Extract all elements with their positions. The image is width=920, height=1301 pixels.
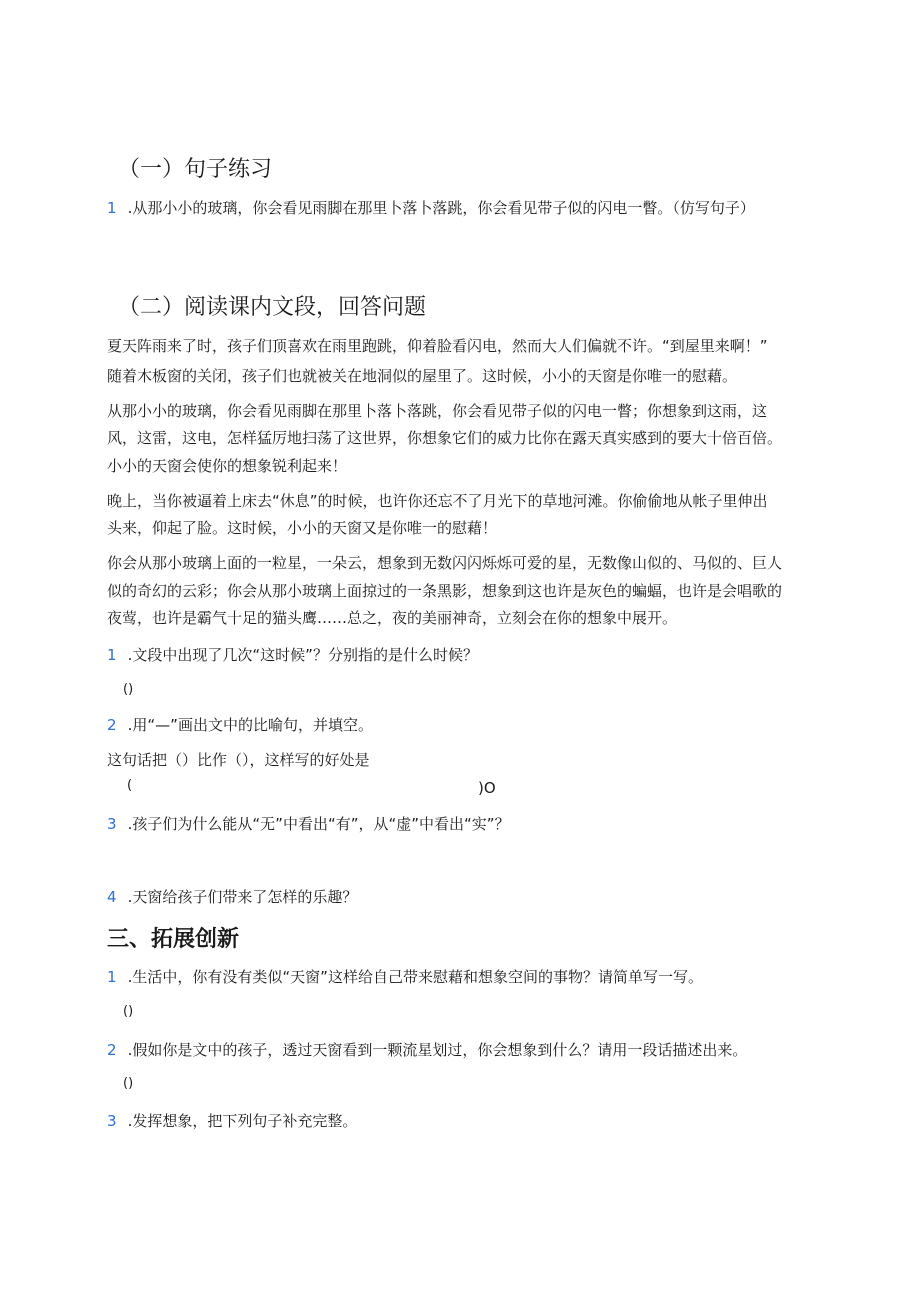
answer-blank[interactable]: () <box>123 1076 134 1091</box>
question-number: 1 <box>107 968 117 986</box>
section3-question-1 <box>107 967 703 987</box>
question-number: 1 <box>107 199 117 217</box>
question-number: 1 <box>107 646 117 664</box>
section2-question-3 <box>107 814 510 834</box>
section1-title: （一）句子练习 <box>118 157 273 182</box>
question-text: .文段中出现了几次“这时候”？分别指的是什么时候？ <box>127 646 478 664</box>
section3-question-2 <box>107 1040 747 1060</box>
passage-line: 你会从那小玻璃上面的一粒星，一朵云，想象到无数闪闪烁烁可爱的星，无数像山似的、马似的、巨人 <box>107 554 783 572</box>
passage-line: 小小的天窗会使你的想象锐利起来！ <box>107 457 348 475</box>
answer-blank[interactable]: () <box>123 1004 134 1019</box>
passage-line: 似的奇幻的云彩；你会从那小玻璃上面掠过的一条黑影，想象到这也许是灰色的蝙蝠，也许是会唱歌的 <box>107 582 783 600</box>
passage-line: 从那小小的玻璃，你会看见雨脚在那里卜落卜落跳，你会看见带子似的闪电一瞥；你想象到这雨，这 <box>107 402 768 420</box>
answer-blank[interactable]: () <box>123 682 134 697</box>
passage-line: 风，这雷，这电，怎样猛厉地扫荡了这世界，你想象它们的威力比你在露天真实感到的要大十倍百倍。 <box>107 429 783 447</box>
section2-question-4 <box>107 887 357 907</box>
answer-blank-open[interactable]: ( <box>127 778 133 793</box>
question-text: .发挥想象，把下列句子补充完整。 <box>127 1112 358 1130</box>
question-text: .从那小小的玻璃，你会看见雨脚在那里卜落卜落跳，你会看见带子似的闪电一瞥。（仿写句子） <box>127 199 755 217</box>
question-text: .用“—”画出文中的比喻句，并填空。 <box>127 716 373 734</box>
section2-question-2 <box>107 715 373 735</box>
passage-line: 头来，仰起了脸。这时候，小小的天窗又是你唯一的慰藉！ <box>107 519 498 537</box>
section3-title: 三、拓展创新 <box>107 927 240 952</box>
question-number: 3 <box>107 1112 117 1130</box>
question-number: 3 <box>107 815 117 833</box>
question-number: 2 <box>107 1041 117 1059</box>
fill-in-sentence[interactable]: 这句话把（）比作（），这样写的好处是 <box>107 751 370 769</box>
question-text: .孩子们为什么能从“无”中看出“有”，从“虚”中看出“实”？ <box>127 815 510 833</box>
passage-line: 晚上，当你被逼着上床去“休息”的时候，也许你还忘不了月光下的草地河滩。你偷偷地从帐子里伸出 <box>107 492 768 510</box>
question-text: .假如你是文中的孩子，透过天窗看到一颗流星划过，你会想象到什么？请用一段话描述出来。 <box>127 1041 748 1059</box>
question-number: 4 <box>107 888 117 906</box>
passage-line: 随着木板窗的关闭，孩子们也就被关在地洞似的屋里了。这时候，小小的天窗是你唯一的慰藉。 <box>107 367 738 385</box>
question-text: .生活中，你有没有类似“天窗”这样给自己带来慰藉和想象空间的事物？请简单写一写。 <box>127 968 703 986</box>
passage-line: 夏天阵雨来了时，孩子们顶喜欢在雨里跑跳，仰着脸看闪电，然而大人们偏就不许。“到屋里来啊！” <box>107 337 768 355</box>
answer-blank-close: )O <box>478 779 496 797</box>
section2-question-1 <box>107 645 478 665</box>
question-text: .天窗给孩子们带来了怎样的乐趣？ <box>127 888 358 906</box>
section1-question-1 <box>107 198 755 218</box>
section3-question-3 <box>107 1111 357 1131</box>
section2-title: （二）阅读课内文段，回答问题 <box>118 295 427 320</box>
passage-line: 夜莺，也许是霸气十足的猫头鹰……总之，夜的美丽神奇，立刻会在你的想象中展开。 <box>107 609 678 627</box>
question-number: 2 <box>107 716 117 734</box>
